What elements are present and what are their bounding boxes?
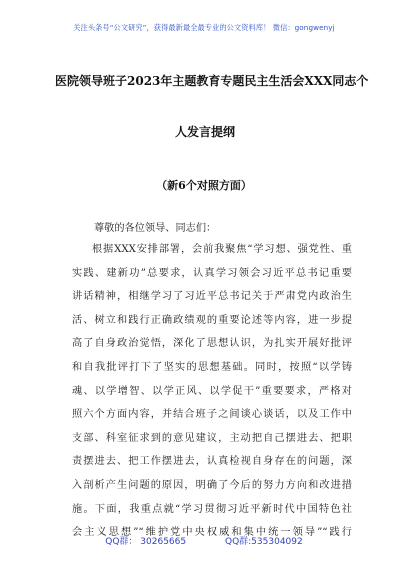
footer-qq-group-2: QQ群:535304092 bbox=[224, 537, 303, 547]
paragraph-line: 和自我批评打下了坚实的思想基础。同时，按照“以学铸 bbox=[72, 361, 352, 373]
paragraph-line: 活、树立和践行正确政绩观的重要论述等内容，进一步提 bbox=[72, 314, 352, 326]
greeting: 尊敬的各位领导、同志们： bbox=[94, 223, 217, 234]
paragraph-line: 责摆进去、把工作摆进去，认真检视自身存在的问题，深 bbox=[72, 456, 352, 468]
paragraph-line: 照六个方面内容，并结合班子之间谈心谈话，以及工作中 bbox=[72, 409, 352, 421]
document-subtitle: （新6个对照方面） bbox=[156, 179, 252, 192]
paragraph-line: 入剖析产生问题的原因，明确了今后的努力方向和改进措 bbox=[72, 479, 352, 491]
footer-contact bbox=[0, 534, 408, 547]
paragraph-line: 讲话精神，相继学习了习近平总书记关于严肃党内政治生 bbox=[72, 291, 352, 303]
footer-qq-group-1: QQ群： 30265665 bbox=[105, 537, 187, 547]
paragraph-line: 根据XXX安排部署，会前我聚焦“学习想、强党性、重 bbox=[92, 244, 352, 255]
paragraph-line: 高了自身政治觉悟，深化了思想认识，为扎实开展好批评 bbox=[72, 338, 352, 350]
document-title-line-1: 医院领导班子2023年主题教育专题民主生活会XXX同志个 bbox=[55, 74, 369, 88]
body-paragraph bbox=[72, 238, 352, 545]
paragraph-line: 施。下面，我重点就“学习贯彻习近平新时代中国特色社 bbox=[72, 503, 352, 515]
paragraph-line: 实践、建新功”总要求，认真学习领会习近平总书记重要 bbox=[72, 267, 352, 279]
paragraph-line: 支部、科室征求到的意见建议，主动把自己摆进去、把职 bbox=[72, 432, 352, 444]
header-banner: 关注头条号“公文研究”，获得最新最全最专业的公文资料库！ 微信：gongwenyj bbox=[73, 23, 335, 32]
paragraph-line: 魂、以学增智、以学正风、以学促干”重要要求，严格对 bbox=[72, 385, 352, 397]
paragraph-line: 会主义思想”“维护党中央权威和集中统一领导”“践行 bbox=[72, 527, 352, 539]
document-title-line-2: 人发言提纲 bbox=[174, 125, 235, 139]
